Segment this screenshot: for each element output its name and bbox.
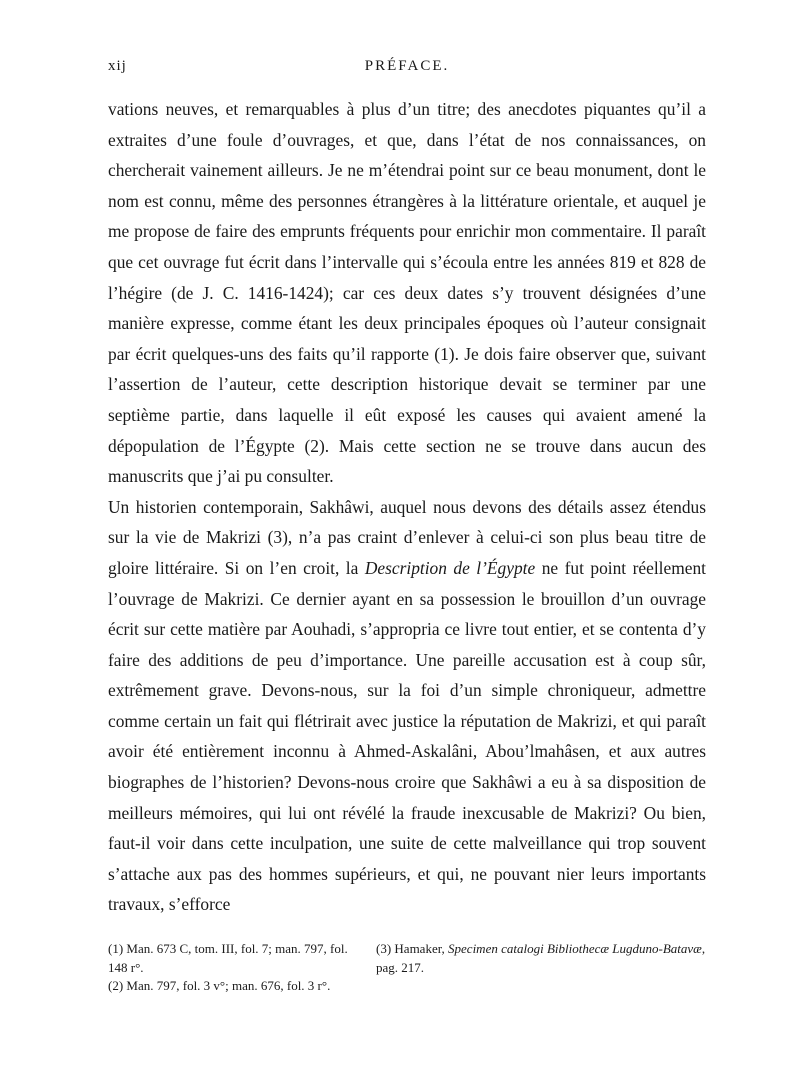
text-run: (2) Man. 797, fol. 3 v°; man. 676, fol. 3 r°. [108,978,331,994]
footnote-3 [376,940,706,977]
text-run: vations neuves, et remarquables à plus d’un titre; des anecdotes piquantes qu’il a extraites d’une foule d’ouvrages, et que, dans l’état de nos connaissances, on chercherait vainement ailleurs. Je ne m’étendrai point sur ce beau monument, dont le nom est connu, même des personnes étrangères à la littérature orientale, et auquel je me propose de faire des emprunts fréquents pour enrichir mon commentaire. Il paraît que cet ouvrage fut écrit dans l’intervalle qui s’écoula entre les années 819 et 828 de l’hégire (de J. C. 1416-1424); car ces deux dates s’y trouvent désignées d’une manière expresse, comme étant les deux principales époques où l’auteur consignait par écrit quelques-uns des faits qu’il rapporte (1). Je dois faire observer que, suivant l’assertion de l’auteur, cette description historique devait se terminer par une septième partie, dans laquelle il eût exposé les causes qui avaient amené la dépopulation de l’Égypte (2). Mais cette section ne se trouve dans aucun des manuscrits que j’ai pu consulter. [108,99,706,487]
body-text [108,94,706,920]
paragraph-1 [108,94,706,492]
text-run: ne fut point réellement l’ouvrage de Makrizi. Ce dernier ayant en sa possession le brouillon d’un ouvrage écrit sur cette matière par Aouhadi, s’appropria ce livre tout entier, et se contenta d’y faire des additions de peu d’importance. Une pareille accusation est à coup sûr, extrêmement grave. Devons-nous, sur la foi d’un simple chroniqueur, admettre comme certain un fait qui flétrirait avec justice la réputation de Makrizi, et qui paraît avoir été entièrement inconnu à Ahmed-Askalâni, Abou’lmahâsen, et aux autres biographes de l’historien? Devons-nous croire que Sakhâwi a eu à sa disposition de meilleurs mémoires, qui lui ont révélé la fraude inexcusable de Makrizi? Ou bien, faut-il voir dans cette inculpation, une suite de cette malveillance qui trop souvent s’attache aux pas des hommes supérieurs, et qui, ne pouvant nier leurs importants travaux, s’efforce [108,557,706,915]
page-number: xij [108,58,127,74]
italic-title: Specimen catalogi Bibliothecæ Lugduno-Batavæ [448,941,702,957]
page [108,58,706,996]
text-run: (1) Man. 673 C, tom. III, fol. 7; man. 797, fol. 148 r°. [108,941,348,975]
italic-title: Description de l’Égypte [364,557,536,578]
footnote-1 [108,940,376,977]
running-title: PRÉFACE. [364,58,450,74]
footnote-2 [108,977,706,996]
text-run: , pag. 217. [376,941,706,975]
paragraph-2 [108,492,706,920]
text-run: Un historien contemporain, Sakhâwi, auquel nous devons des détails assez étendus sur la vie de Makrizi (3), n’a pas craint d’enlever à celui-ci son plus beau titre de gloire littéraire. Si on l’en croit, la [108,496,706,578]
text-run: (3) Hamaker, [376,941,449,957]
running-head [108,58,706,88]
footnotes [108,940,706,996]
